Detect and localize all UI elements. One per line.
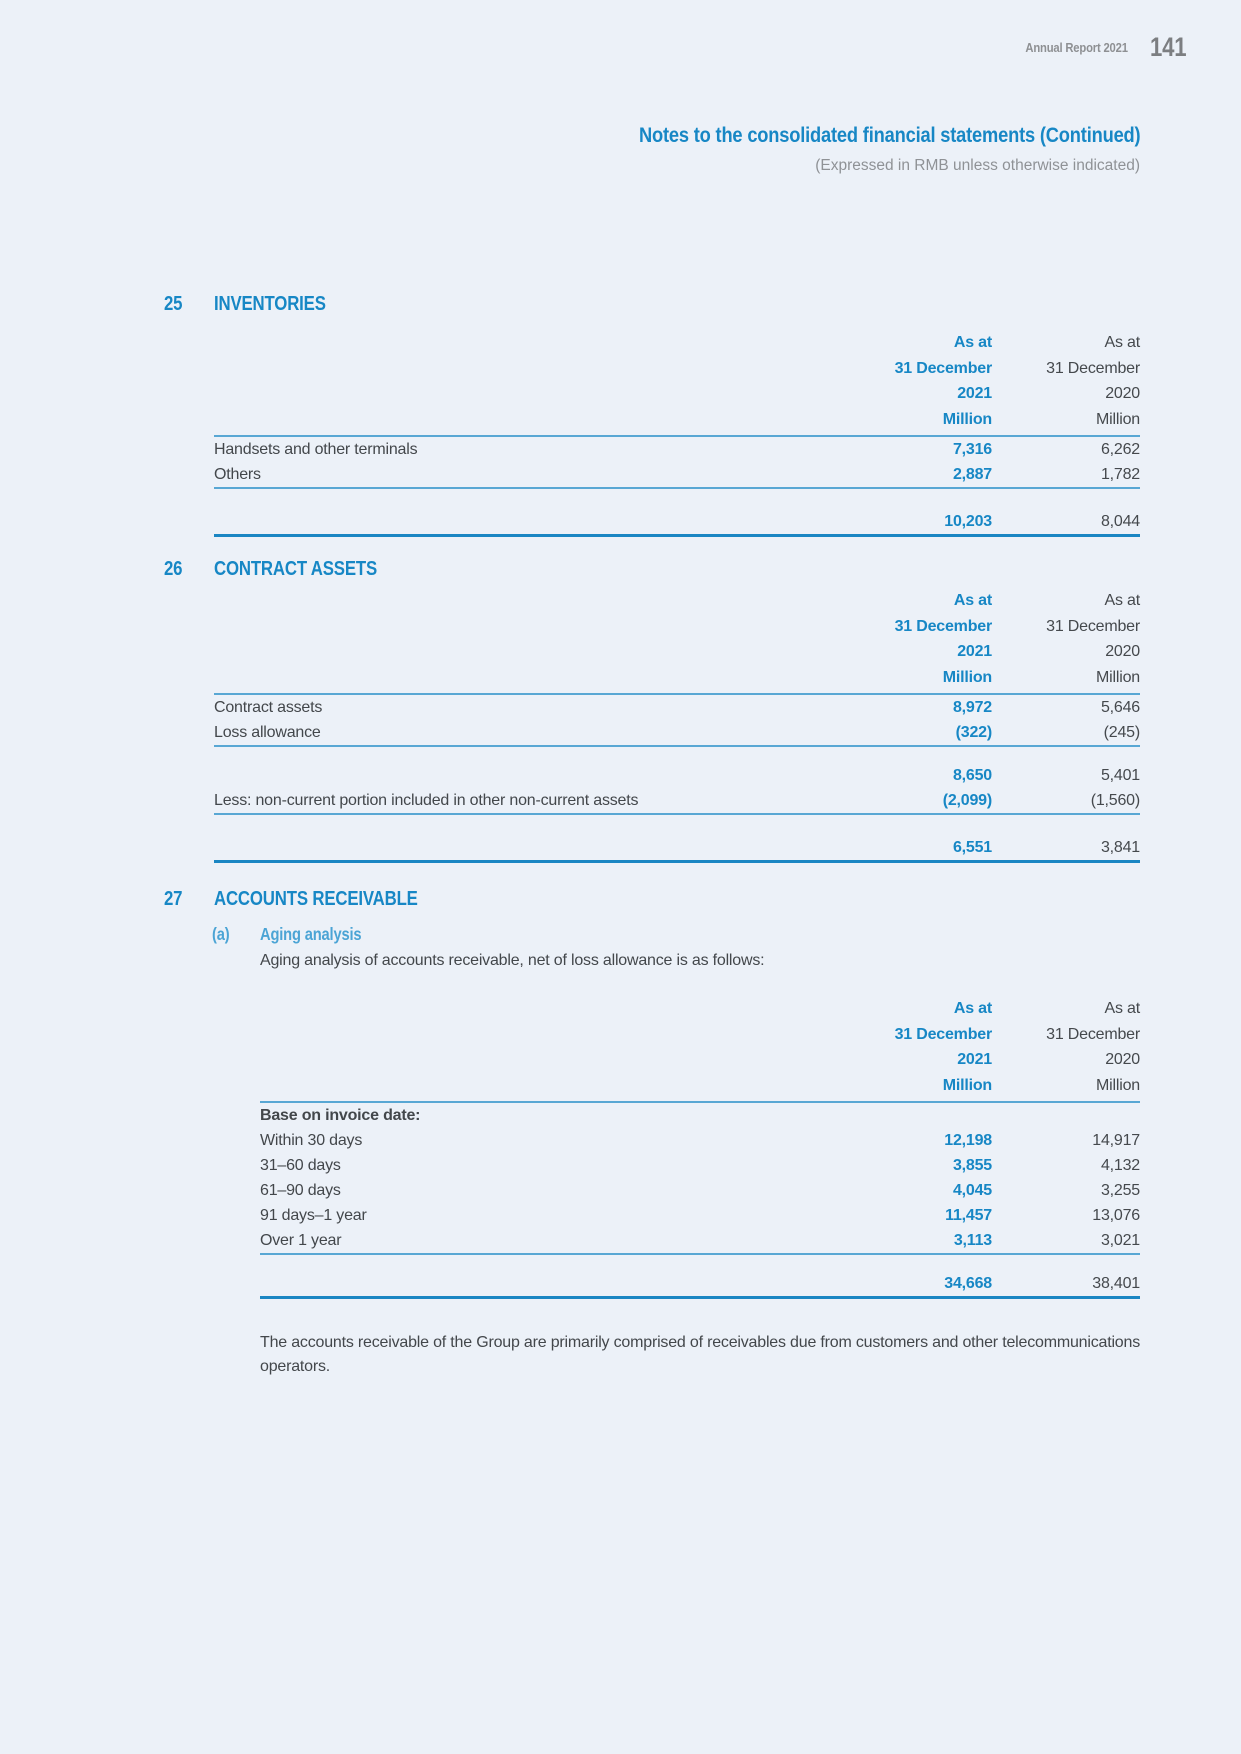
document-title: Notes to the consolidated financial statements (Continued) (638, 124, 1140, 147)
value-2021: (2,099) (942, 791, 992, 809)
report-title-label: Annual Report 2021 (1025, 40, 1128, 55)
total-2021: 34,668 (944, 1274, 992, 1292)
section-27-number: 27 (164, 888, 183, 910)
col-2021-line2: 31 December (894, 359, 992, 377)
total-2020: 38,401 (1092, 1274, 1140, 1292)
value-2021: 2,887 (952, 465, 992, 483)
section-25-heading (164, 293, 347, 316)
value-2020: 14,917 (1092, 1131, 1140, 1149)
inventories-table-header (214, 330, 1140, 435)
section-25-number: 25 (164, 293, 183, 315)
col-2020-line2: 31 December (1046, 617, 1140, 635)
col-2020-line1: As at (1104, 334, 1140, 351)
value-2020: 6,262 (1100, 440, 1140, 458)
contract-assets-table (214, 588, 1140, 863)
value-2020: 3,255 (1100, 1181, 1140, 1199)
section-27a-label: (a) (212, 924, 230, 944)
section-27-title: ACCOUNTS RECEIVABLE (214, 888, 418, 910)
value-2020: 1,782 (1100, 465, 1140, 483)
table-row (214, 462, 1140, 487)
col-2021-line4: Million (942, 1076, 992, 1094)
accounts-receivable-table (260, 996, 1140, 1299)
accounts-receivable-table-header (260, 996, 1140, 1101)
spacer (214, 489, 1140, 509)
total-row (214, 509, 1140, 534)
section-27a-title: Aging analysis (260, 924, 362, 944)
value-2021: 11,457 (945, 1206, 992, 1224)
col-2020-line1: As at (1104, 1000, 1140, 1017)
col-2020-line1: As at (1104, 592, 1140, 609)
row-label: Handsets and other terminals (214, 440, 418, 458)
col-2020-line4: Million (1096, 668, 1140, 686)
column-header-2020 (992, 588, 1140, 690)
total-2020: 8,044 (1100, 512, 1140, 530)
col-2021-line3: 2021 (957, 1051, 992, 1068)
value-2020: 4,132 (1100, 1156, 1140, 1174)
row-label: Within 30 days (260, 1131, 363, 1149)
value-2020: 5,646 (1100, 698, 1140, 716)
row-label: Loss allowance (214, 723, 321, 741)
value-2021: 7,316 (952, 440, 992, 458)
rule-thick (214, 534, 1140, 537)
col-2020-line4: Million (1096, 1076, 1140, 1094)
spacer (214, 815, 1140, 835)
value-2020: (245) (1103, 723, 1140, 741)
table-row (214, 720, 1140, 745)
total-2021: 6,551 (952, 838, 992, 856)
row-label: Over 1 year (260, 1231, 342, 1249)
column-header-2021 (752, 330, 992, 432)
table-row (260, 1128, 1140, 1153)
inventories-table (214, 330, 1140, 537)
col-2020-line2: 31 December (1046, 359, 1140, 377)
col-2020-line3: 2020 (1105, 643, 1140, 660)
value-2021: 3,855 (952, 1156, 992, 1174)
col-2021-line4: Million (942, 668, 992, 686)
document-subtitle: (Expressed in RMB unless otherwise indicated) (815, 157, 1140, 174)
subtotal-2020: 5,401 (1100, 766, 1140, 784)
page-header (1014, 32, 1186, 63)
rule-thick (260, 1296, 1140, 1299)
group-label: Base on invoice date: (260, 1106, 421, 1124)
row-label: Contract assets (214, 698, 323, 716)
section-25-title: INVENTORIES (214, 293, 326, 315)
section-27-heading (164, 888, 457, 911)
row-label: 31–60 days (260, 1156, 341, 1174)
section-27a-heading (212, 924, 381, 945)
column-header-2020 (992, 330, 1140, 432)
column-header-2021 (752, 588, 992, 690)
total-2020: 3,841 (1100, 838, 1140, 856)
rule-thick (214, 860, 1140, 863)
table-row (214, 695, 1140, 720)
column-header-2020 (992, 996, 1140, 1098)
accounts-receivable-note: The accounts receivable of the Group are primarily comprised of receivables due from customers and other telecommunications operators. (260, 1334, 1140, 1375)
value-2021: 12,198 (944, 1131, 992, 1149)
total-2021: 10,203 (944, 512, 992, 530)
table-row (260, 1178, 1140, 1203)
table-row (260, 1153, 1140, 1178)
col-2020-line2: 31 December (1046, 1025, 1140, 1043)
total-row (214, 835, 1140, 860)
col-2021-line4: Million (942, 410, 992, 428)
row-label: Less: non-current portion included in other non-current assets (214, 791, 639, 809)
col-2020-line3: 2020 (1105, 385, 1140, 402)
col-2020-line3: 2020 (1105, 1051, 1140, 1068)
subtotal-row (214, 763, 1140, 788)
column-header-2021 (752, 996, 992, 1098)
col-2021-line1: As at (953, 592, 992, 609)
section-26-title: CONTRACT ASSETS (214, 558, 377, 580)
table-row (260, 1228, 1140, 1253)
col-2021-line1: As at (953, 1000, 992, 1017)
row-label: 61–90 days (260, 1181, 341, 1199)
less-row (214, 788, 1140, 813)
group-header-row (260, 1103, 1140, 1128)
value-2021: 3,113 (953, 1231, 992, 1249)
table-row (260, 1203, 1140, 1228)
value-2021: (322) (955, 723, 992, 741)
col-2021-line3: 2021 (957, 385, 992, 402)
spacer (214, 747, 1140, 763)
col-2021-line1: As at (953, 334, 992, 351)
value-2020: (1,560) (1090, 791, 1140, 809)
page-number: 141 (1149, 32, 1186, 62)
table-row (214, 437, 1140, 462)
col-2021-line2: 31 December (894, 617, 992, 635)
contract-assets-table-header (214, 588, 1140, 693)
subtotal-2021: 8,650 (952, 766, 992, 784)
total-row (260, 1271, 1140, 1296)
section-26-number: 26 (164, 558, 183, 580)
col-2020-line4: Million (1096, 410, 1140, 428)
title-block (564, 124, 1140, 175)
row-label: 91 days–1 year (260, 1206, 367, 1224)
section-26-heading (164, 558, 408, 581)
value-2021: 8,972 (952, 698, 992, 716)
row-label: Others (214, 465, 261, 483)
col-2021-line2: 31 December (894, 1025, 992, 1043)
col-2021-line3: 2021 (957, 643, 992, 660)
value-2020: 13,076 (1092, 1206, 1140, 1224)
aging-analysis-intro: Aging analysis of accounts receivable, net of loss allowance is as follows: (260, 952, 765, 969)
spacer (260, 1255, 1140, 1271)
value-2020: 3,021 (1100, 1231, 1140, 1249)
value-2021: 4,045 (952, 1181, 992, 1199)
